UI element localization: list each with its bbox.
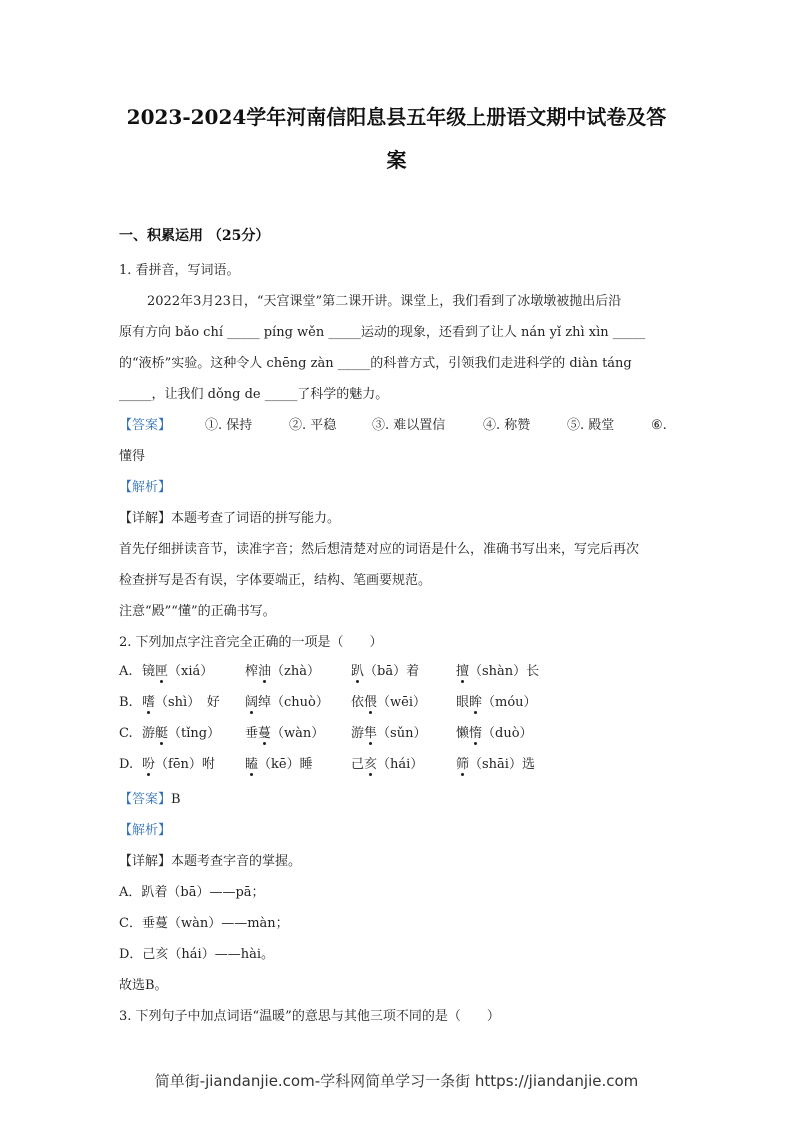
emphasis-dot-char: 阔 bbox=[245, 695, 259, 710]
emphasis-dot-char: 筛 bbox=[456, 757, 470, 772]
option-item: 嗜（shì） 好 bbox=[142, 695, 220, 710]
document-title-line-2: 案 bbox=[386, 148, 407, 172]
emphasis-dot-char: 艇 bbox=[155, 726, 169, 741]
page-footer: 简单街-jiandanjie.com-学科网简单学习一条街 https://jiandanjie.com bbox=[154, 1072, 639, 1090]
option-item: 擅（shàn）长 bbox=[456, 664, 540, 679]
option-item: 瞌（kē）睡 bbox=[245, 757, 313, 772]
emphasis-dot-char: 吩 bbox=[142, 757, 156, 772]
analysis-detail-line: 首先仔细拼读音节，读准字音；然后想清楚对应的词语是什么，准确书写出来，写完后再次 bbox=[119, 542, 640, 557]
analysis-detail-line: A．趴着（bā）——pā； bbox=[119, 885, 265, 900]
option-item: 眼眸（móu） bbox=[456, 695, 537, 710]
answer-item-continued: 懂得 bbox=[119, 449, 146, 464]
emphasis-dot-char: 惰 bbox=[469, 726, 483, 741]
emphasis-dot-char: 油 bbox=[258, 664, 272, 679]
answer-value: B bbox=[171, 792, 181, 807]
option-item: 榨油（zhà） bbox=[245, 664, 321, 679]
emphasis-dot-char: 蔓 bbox=[258, 726, 272, 741]
option-item: 镜匣（xiá） bbox=[142, 664, 214, 679]
option-item: 筛（shāi）选 bbox=[456, 757, 535, 772]
emphasis-dot-char: 隼 bbox=[364, 726, 378, 741]
option-item: 己亥（hái） bbox=[351, 757, 424, 772]
emphasis-dot-char: 眸 bbox=[469, 695, 483, 710]
option-item: 游隼（sǔn） bbox=[351, 726, 427, 741]
option-item: 趴（bā）着 bbox=[351, 664, 420, 679]
answer-item: ③. 难以置信 bbox=[372, 418, 446, 433]
section-heading: 一、积累运用 （25分） bbox=[119, 228, 270, 244]
option-item: 游艇（tǐng） bbox=[142, 726, 221, 741]
question-1-passage-line: 的“液桥”实验。这种令人 chēng zàn _____的科普方式，引领我们走进科学的 diàn táng bbox=[119, 356, 632, 371]
option-label: A. bbox=[119, 664, 133, 679]
answer-item: ④. 称赞 bbox=[483, 418, 531, 433]
emphasis-dot-char: 擅 bbox=[456, 664, 470, 679]
answer-item: ⑤. 殿堂 bbox=[567, 418, 615, 433]
option-item: 懒惰（duò） bbox=[456, 726, 533, 741]
option-item: 阔绰（chuò） bbox=[245, 695, 329, 710]
option-item: 依偎（wēi） bbox=[351, 695, 427, 710]
emphasis-dot-char: 匣 bbox=[155, 664, 169, 679]
emphasis-dot-char: 亥 bbox=[364, 757, 378, 772]
option-item: 垂蔓（wàn） bbox=[245, 726, 325, 741]
option-label: C. bbox=[119, 726, 133, 741]
question-1-stem: 1. 看拼音，写词语。 bbox=[119, 263, 240, 278]
option-label: B. bbox=[119, 695, 133, 710]
question-1-passage-line: _____，让我们 dǒng de _____了科学的魅力。 bbox=[119, 387, 389, 402]
emphasis-dot-char: 趴 bbox=[351, 664, 365, 679]
question-2-stem: 2. 下列加点字注音完全正确的一项是（ ） bbox=[119, 635, 383, 650]
emphasis-dot-char: 嗜 bbox=[142, 695, 156, 710]
analysis-detail-line: 注意“殿”“懂”的正确书写。 bbox=[119, 604, 276, 619]
option-label: D. bbox=[119, 757, 134, 772]
analysis-detail-line: 故选B。 bbox=[119, 978, 168, 993]
analysis-detail-line: 【详解】本题考查了词语的拼写能力。 bbox=[119, 511, 341, 526]
option-item: 吩（fēn）咐 bbox=[142, 757, 215, 772]
answer-item: ②. 平稳 bbox=[289, 418, 337, 433]
answer-item: ⑥. bbox=[651, 418, 667, 433]
analysis-detail-line: 检查拼写是否有误，字体要端正，结构、笔画要规范。 bbox=[119, 573, 432, 588]
emphasis-dot-char: 偎 bbox=[364, 695, 378, 710]
document-title-line-1: 2023-2024学年河南信阳息县五年级上册语文期中试卷及答 bbox=[126, 105, 667, 129]
answer-tag: 【答案】 bbox=[119, 792, 172, 807]
analysis-tag: 【解析】 bbox=[119, 823, 172, 838]
answer-line bbox=[119, 791, 181, 809]
emphasis-dot-char: 瞌 bbox=[245, 757, 259, 772]
answer-item: ①. 保持 bbox=[205, 418, 253, 433]
question-1-passage-line: 原有方向 bǎo chí _____ píng wěn _____运动的现象，还看到了让人 nán yǐ zhì xìn _____ bbox=[119, 325, 646, 340]
analysis-detail-line: C．垂蔓（wàn）——màn； bbox=[119, 916, 289, 931]
analysis-detail-line: D．己亥（hái）——hài。 bbox=[119, 947, 274, 962]
question-1-passage-line: 2022年3月23日，“天宫课堂”第二课开讲。课堂上，我们看到了冰墩墩被抛出后沿 bbox=[147, 294, 622, 309]
analysis-detail-line: 【详解】本题考查字音的掌握。 bbox=[119, 854, 302, 869]
answer-tag: 【答案】 bbox=[119, 418, 172, 433]
question-3-stem: 3. 下列句子中加点词语“温暖”的意思与其他三项不同的是（ ） bbox=[119, 1009, 500, 1024]
analysis-tag: 【解析】 bbox=[119, 480, 172, 495]
